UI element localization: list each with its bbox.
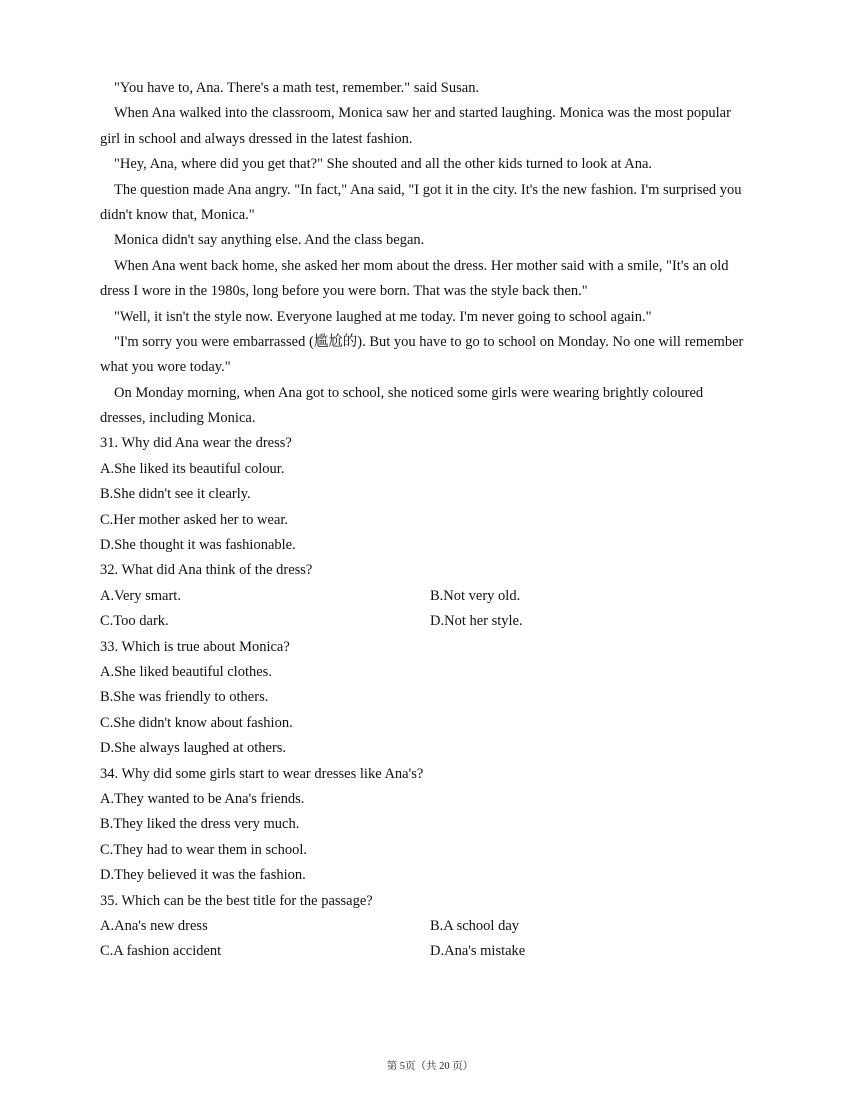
document-body <box>100 76 760 965</box>
passage-line: what you wore today." <box>100 359 231 376</box>
passage-line: dresses, including Monica. <box>100 410 256 427</box>
passage-line: "You have to, Ana. There's a math test, remember." said Susan. <box>114 80 480 96</box>
question-stem: 34. Why did some girls start to wear dresses like Ana's? <box>100 765 424 782</box>
answer-option: C.She didn't know about fashion. <box>100 714 293 731</box>
answer-option: D.Not her style. <box>430 613 523 630</box>
question-35 <box>100 889 760 965</box>
answer-option: A.Ana's new dress <box>100 917 208 934</box>
answer-option: D.They believed it was the fashion. <box>100 867 306 884</box>
passage-line: girl in school and always dressed in the latest fashion. <box>100 130 413 147</box>
answer-option: C.Too dark. <box>100 613 169 630</box>
answer-option: C.They had to wear them in school. <box>100 841 307 858</box>
passage-line: When Ana walked into the classroom, Monica saw her and started laughing. Monica was the most popular <box>114 105 731 122</box>
question-stem: 33. Which is true about Monica? <box>100 638 290 655</box>
answer-option: D.She thought it was fashionable. <box>100 537 296 554</box>
answer-option: A.She liked its beautiful colour. <box>100 460 285 477</box>
question-stem: 32. What did Ana think of the dress? <box>100 562 313 579</box>
passage-line: "Well, it isn't the style now. Everyone laughed at me today. I'm never going to school again." <box>114 308 652 325</box>
option-row <box>100 584 760 609</box>
passage-line: dress I wore in the 1980s, long before you were born. That was the style back then." <box>100 283 588 300</box>
answer-option: C.Her mother asked her to wear. <box>100 511 289 528</box>
question-34 <box>100 762 760 889</box>
answer-option: A.Very smart. <box>100 587 181 604</box>
option-row <box>100 914 760 939</box>
answer-option: B.A school day <box>430 917 520 934</box>
option-row <box>100 609 760 634</box>
page-footer: 第 5页（共 20 页） <box>386 1061 474 1072</box>
passage-line: When Ana went back home, she asked her mom about the dress. Her mother said with a smile, "It's an old <box>114 257 729 274</box>
passage-line: On Monday morning, when Ana got to school, she noticed some girls were wearing brightly coloured <box>114 384 704 401</box>
question-32 <box>100 558 760 634</box>
answer-option: B.Not very old. <box>430 587 521 604</box>
answer-option: D.Ana's mistake <box>430 943 526 960</box>
question-stem: 35. Which can be the best title for the passage? <box>100 892 373 909</box>
answer-option: A.They wanted to be Ana's friends. <box>100 790 305 807</box>
passage-line: "I'm sorry you were embarrassed (尴尬的). But you have to go to school on Monday. No one will remember <box>114 333 744 350</box>
passage-line: didn't know that, Monica." <box>100 206 255 223</box>
question-33 <box>100 635 760 762</box>
answer-option: A.She liked beautiful clothes. <box>100 663 272 680</box>
answer-option: B.She didn't see it clearly. <box>100 486 251 503</box>
passage-line: Monica didn't say anything else. And the class began. <box>114 232 425 249</box>
answer-option: B.They liked the dress very much. <box>100 816 300 833</box>
answer-option: C.A fashion accident <box>100 943 222 960</box>
passage-line: The question made Ana angry. "In fact," Ana said, "I got it in the city. It's the new fashion. I'm surprised you <box>114 181 742 198</box>
answer-option: D.She always laughed at others. <box>100 740 287 757</box>
passage <box>100 76 760 431</box>
passage-line: "Hey, Ana, where did you get that?" She shouted and all the other kids turned to look at Ana. <box>114 156 653 173</box>
question-stem: 31. Why did Ana wear the dress? <box>100 435 292 452</box>
question-31 <box>100 431 760 558</box>
answer-option: B.She was friendly to others. <box>100 689 269 706</box>
option-row <box>100 939 760 964</box>
